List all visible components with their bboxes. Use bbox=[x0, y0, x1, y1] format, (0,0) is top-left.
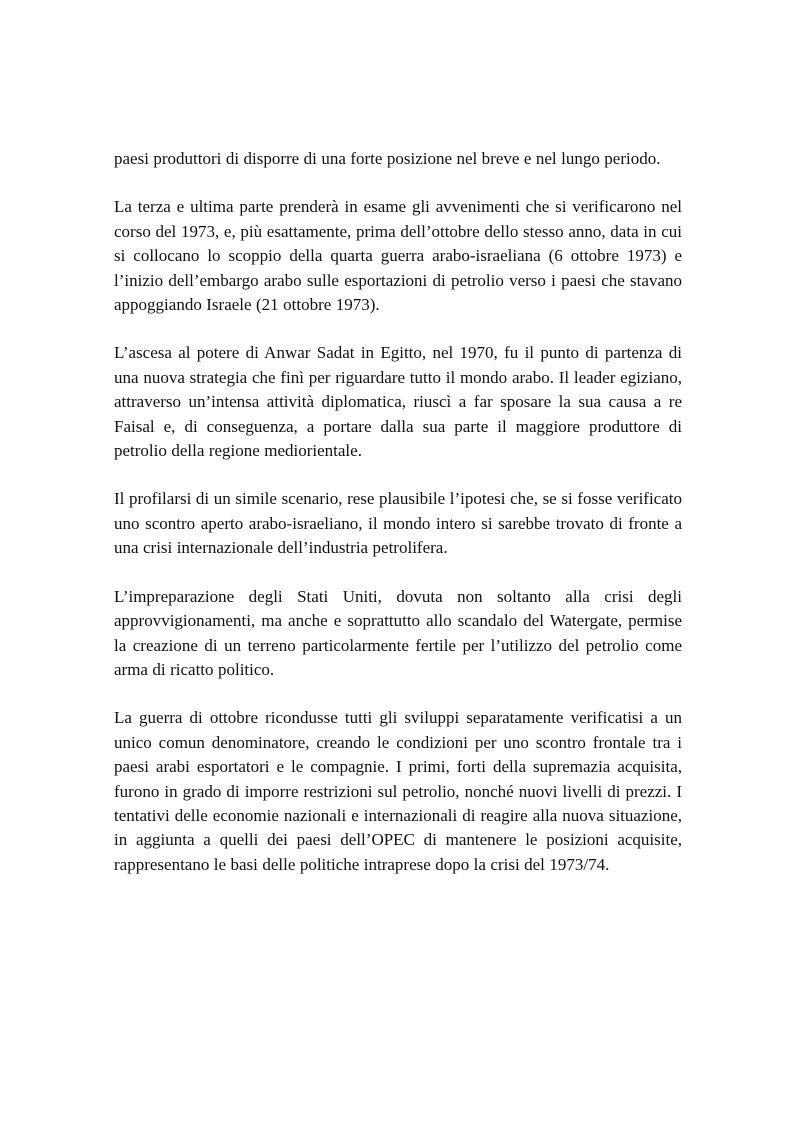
paragraph-third-part: La terza e ultima parte prenderà in esame gli avvenimenti che si verificarono nel corso del 1973, e, più esattamente, prima dell’ottobre dello stesso anno, data in cui si collocano lo scoppio della quarta guerra arabo-israeliana (6 ottobre 1973) e l’inizio dell’embargo arabo sulle esportazioni di petrolio verso i paesi che stavano appoggiando Israele (21 ottobre 1973). bbox=[114, 197, 682, 315]
paragraph-sadat: L’ascesa al potere di Anwar Sadat in Egitto, nel 1970, fu il punto di partenza di una nuova strategia che finì per riguardare tutto il mondo arabo. Il leader egiziano, attraverso un’intensa attività diplomatica, riuscì a far sposare la sua causa a re Faisal e, di conseguenza, a portare dalla sua parte il maggiore produttore di petrolio della regione mediorientale. bbox=[114, 343, 682, 461]
paragraph-october-war: La guerra di ottobre ricondusse tutti gli sviluppi separatamente verificatisi a un unico comun denominatore, creando le condizioni per uno scontro frontale tra i paesi arabi esportatori e le compagnie. I primi, forti della supremazia acquisita, furono in grado di imporre restrizioni sul petrolio, nonché nuovi livelli di prezzi. I tentativi delle economie nazionali e internazionali di reagire alla nuova situazione, in aggiunta a quelli dei paesi dell’OPEC di mantenere le posizioni acquisite, rappresentano le basi delle politiche intraprese dopo la crisi del 1973/74. bbox=[114, 708, 682, 874]
paragraph-scenario: Il profilarsi di un simile scenario, rese plausibile l’ipotesi che, se si fosse verificato uno scontro aperto arabo-israeliano, il mondo intero si sarebbe trovato di fronte a una crisi internazionale dell’industria petrolifera. bbox=[114, 489, 682, 558]
paragraph-united-states: L’impreparazione degli Stati Uniti, dovuta non soltanto alla crisi degli approvvigionamenti, ma anche e soprattutto allo scandalo del Watergate, permise la creazione di un terreno particolarmente fertile per l’utilizzo del petrolio come arma di ricatto politico. bbox=[114, 586, 682, 679]
paragraph-continuation: paesi produttori di disporre di una forte posizione nel breve e nel lungo periodo. bbox=[114, 149, 661, 168]
document-page bbox=[114, 147, 682, 901]
